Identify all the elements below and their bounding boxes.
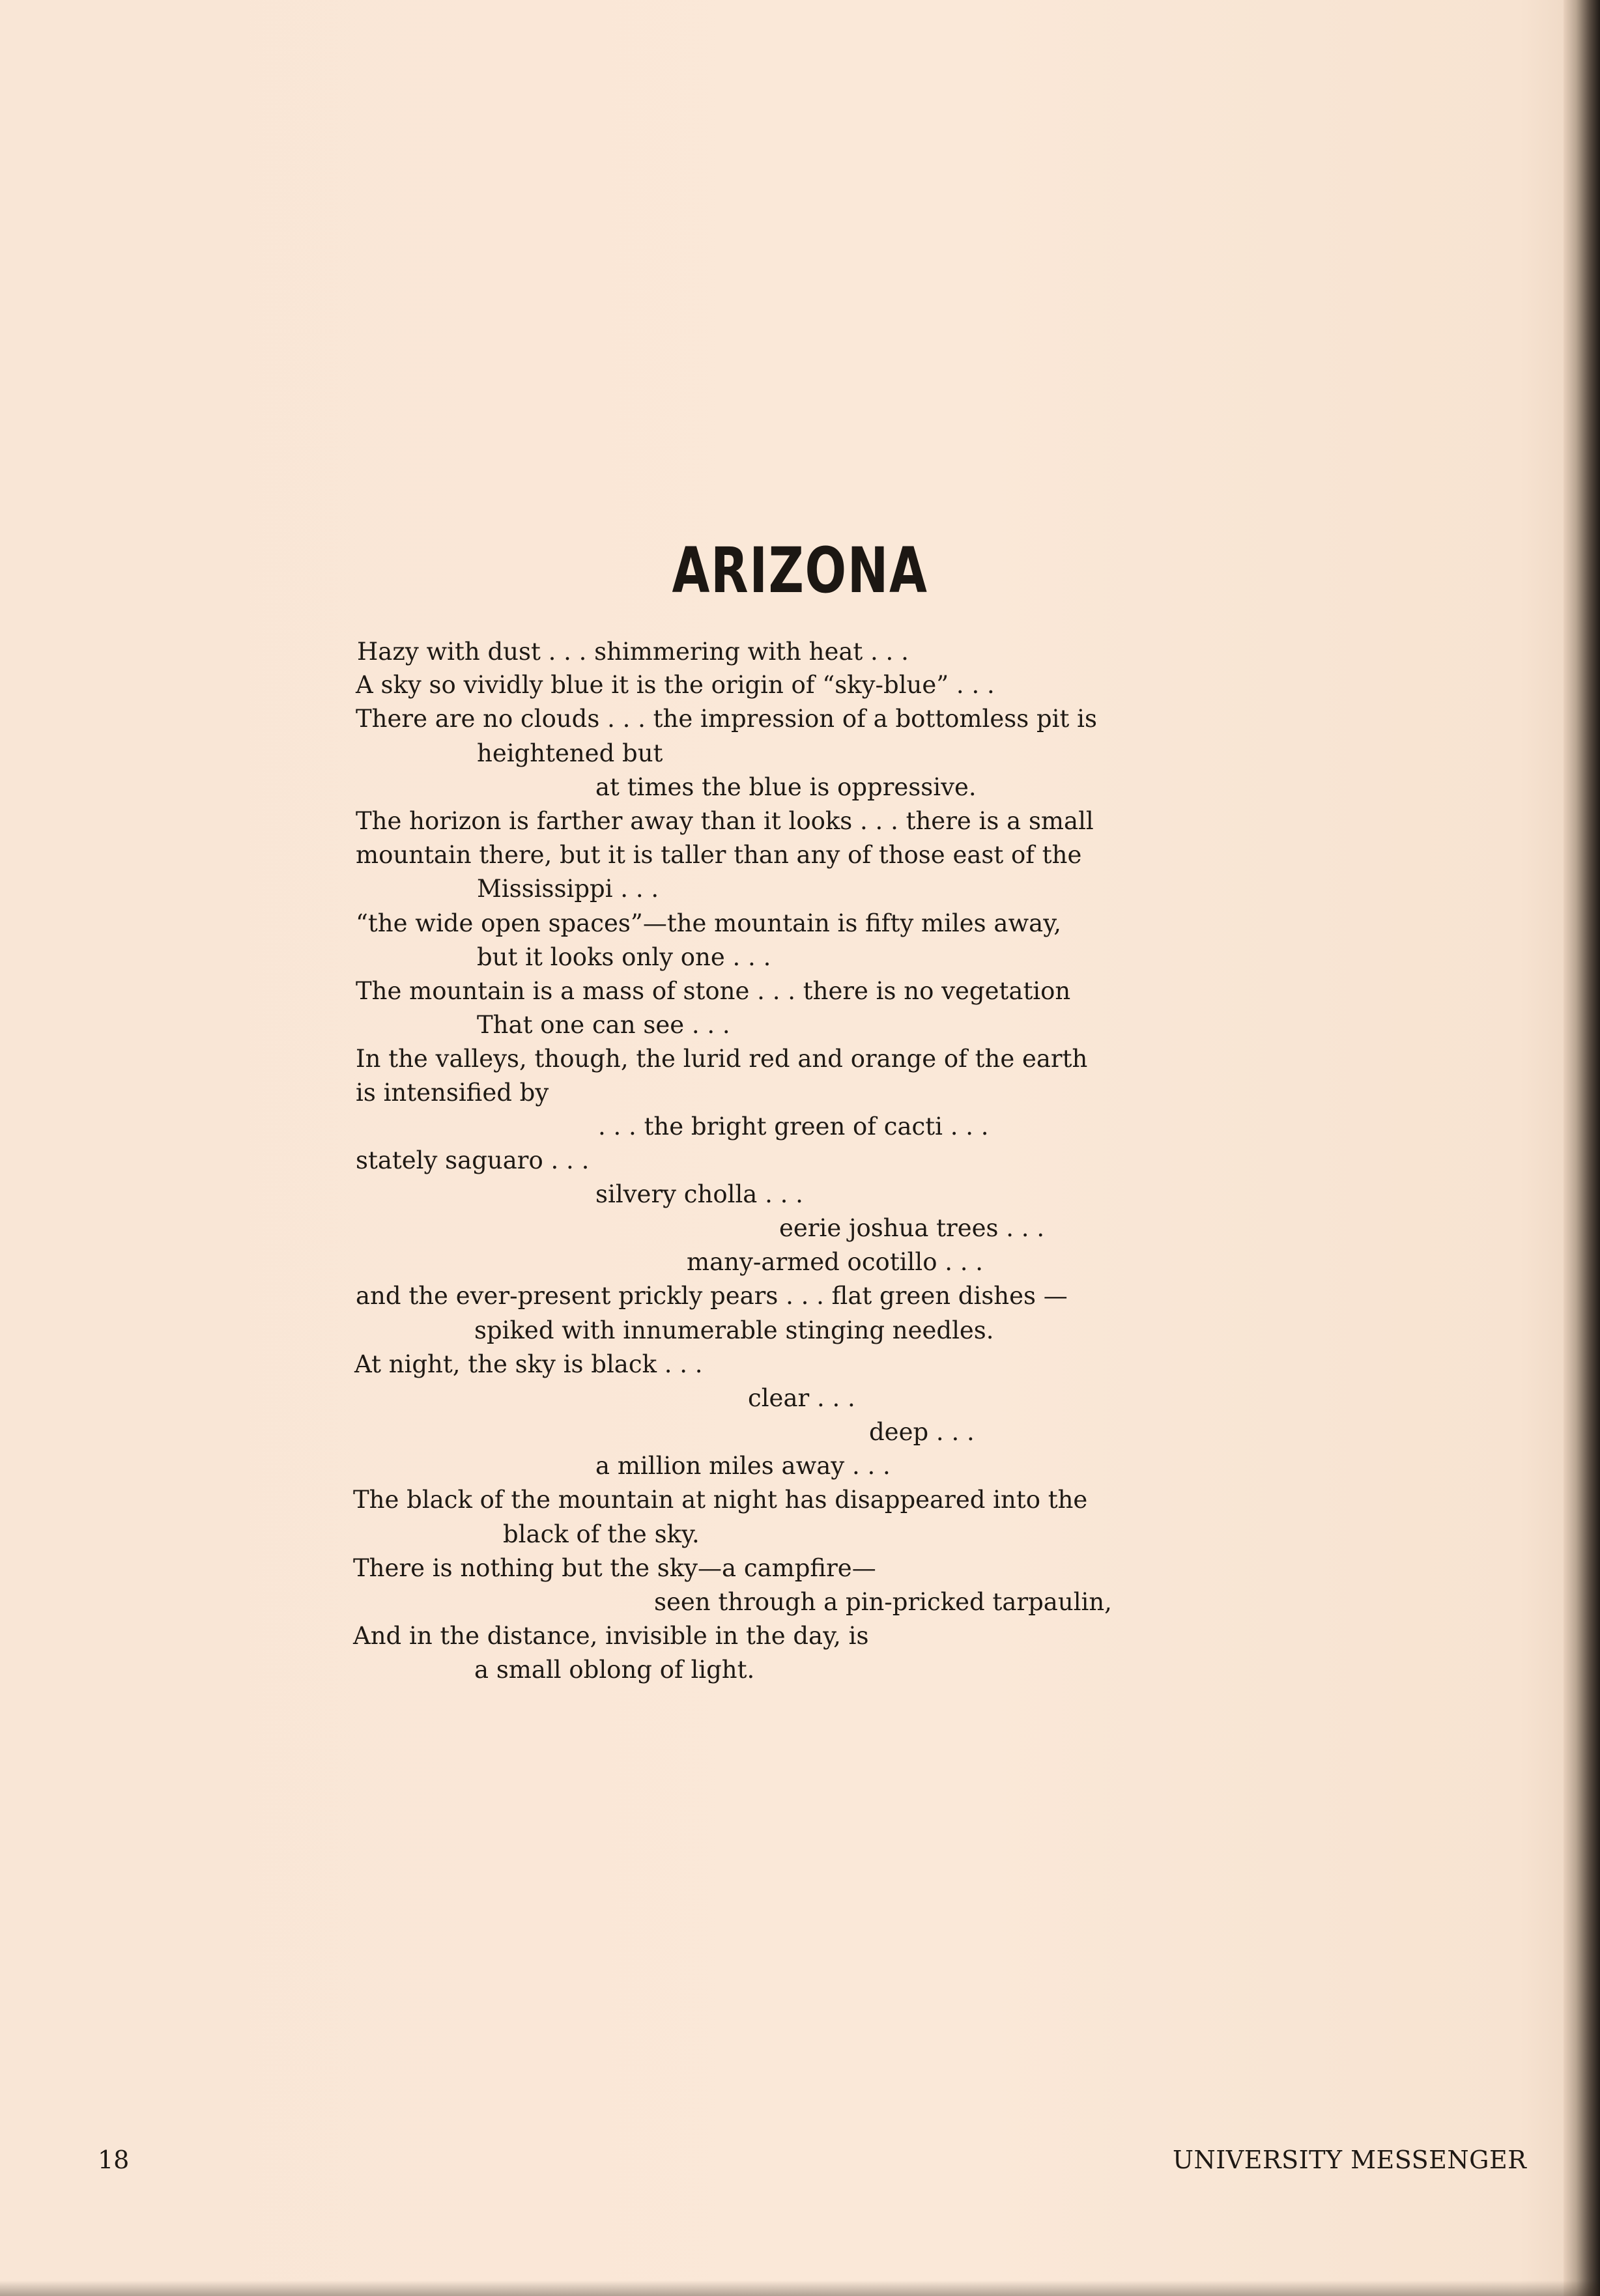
- poem-line: heightened but: [477, 739, 663, 767]
- book-spine-shadow: [1564, 0, 1600, 2296]
- poem-line: At night, the sky is black . . .: [354, 1350, 703, 1378]
- poem-line: but it looks only one . . .: [477, 943, 771, 971]
- poem-line: and the ever-present prickly pears . . . flat green dishes —: [356, 1282, 1068, 1310]
- poem-line: clear . . .: [748, 1384, 855, 1412]
- poem-line: eerie joshua trees . . .: [779, 1214, 1045, 1242]
- poem-line: Hazy with dust . . . shimmering with heat . . .: [357, 638, 909, 666]
- poem-line: a million miles away . . .: [595, 1452, 891, 1480]
- page-number: 18: [98, 2146, 130, 2174]
- poem-line: Mississippi . . .: [477, 875, 659, 903]
- poem-line: There is nothing but the sky—a campfire—: [353, 1554, 876, 1582]
- poem-line: mountain there, but it is taller than any of those east of the: [356, 841, 1082, 869]
- poem-line: a small oblong of light.: [474, 1656, 755, 1684]
- poem-line: stately saguaro . . .: [356, 1146, 590, 1174]
- poem-line: seen through a pin-pricked tarpaulin,: [654, 1588, 1112, 1616]
- poem-line: many-armed ocotillo . . .: [687, 1248, 984, 1276]
- poem-line: at times the blue is oppressive.: [595, 773, 977, 801]
- poem-line: The horizon is farther away than it looks . . . there is a small: [356, 807, 1094, 835]
- poem-line: “the wide open spaces”—the mountain is fifty miles away,: [356, 909, 1061, 937]
- poem-line: There are no clouds . . . the impression of a bottomless pit is: [356, 705, 1097, 733]
- poem-line: A sky so vividly blue it is the origin of “sky-blue” . . .: [356, 671, 995, 699]
- poem-line: deep . . .: [869, 1418, 975, 1446]
- poem-line: In the valleys, though, the lurid red and orange of the earth: [356, 1045, 1088, 1073]
- poem-line: . . . the bright green of cacti . . .: [598, 1113, 989, 1141]
- poem-title: ARIZONA: [672, 534, 928, 607]
- poem-line: is intensified by: [356, 1079, 549, 1107]
- page-bottom-shadow: [0, 2280, 1600, 2296]
- poem-line: black of the sky.: [503, 1520, 700, 1548]
- poem-line: And in the distance, invisible in the day, is: [353, 1622, 869, 1650]
- poem-line: spiked with innumerable stinging needles.: [474, 1316, 994, 1344]
- publication-name: UNIVERSITY MESSENGER: [1173, 2146, 1527, 2174]
- poem-line: silvery cholla . . .: [595, 1180, 803, 1208]
- poem-line: The mountain is a mass of stone . . . there is no vegetation: [356, 977, 1071, 1005]
- poem-line: That one can see . . .: [477, 1011, 730, 1039]
- poem-line: The black of the mountain at night has disappeared into the: [353, 1486, 1088, 1514]
